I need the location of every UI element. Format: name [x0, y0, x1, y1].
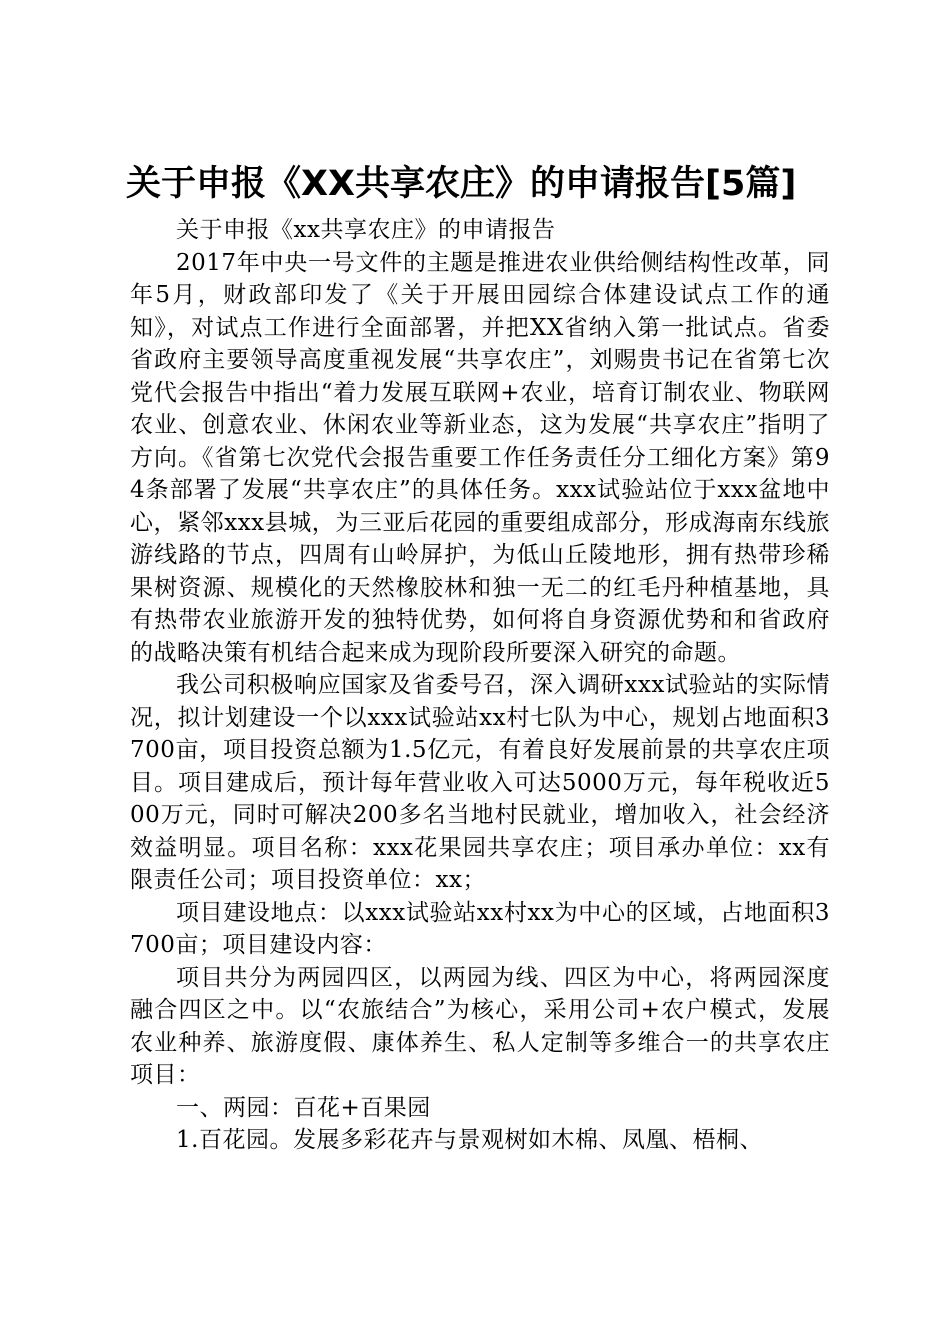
paragraph-structure: 项目共分为两园四区，以两园为线、四区为中心，将两园深度融合四区之中。以“农旅结合”为核心，采用公司+农户模式，发展农业种养、旅游度假、康体养生、私人定制等多维合一的共享农庄项目： — [130, 964, 830, 1088]
paragraph-subtitle: 关于申报《xx共享农庄》的申请报告 — [176, 217, 556, 243]
paragraph-location: 项目建设地点：以xxx试验站xx村xx为中心的区域，占地面积3700亩；项目建设内容： — [130, 899, 830, 958]
paragraph-project-plan: 我公司积极响应国家及省委号召，深入调研xxx试验站的实际情况，拟计划建设一个以xxx试验站xx村七队为中心，规划占地面积3700亩，项目投资总额为1.5亿元，有着良好发展前景的共享农庄项目。项目建成后，预计每年营业收入可达5000万元，每年税收近500万元，同时可解决200多名当地村民就业，增加收入，社会经济效益明显。项目名称：xxx花果园共享农庄；项目承办单位：xx有限责任公司；项目投资单位：xx； — [130, 672, 830, 893]
document-page — [126, 160, 830, 1157]
paragraph-section-heading: 一、两园：百花+百果园 — [176, 1094, 431, 1121]
document-title: 关于申报《XX共享农庄》的申请报告[5篇] — [126, 164, 797, 204]
paragraph-flower-garden: 1.百花园。发展多彩花卉与景观树如木棉、凤凰、梧桐、 — [176, 1127, 763, 1153]
paragraph-background: 2017年中央一号文件的主题是推进农业供给侧结构性改革，同年5月，财政部印发了《关于开展田园综合体建设试点工作的通知》，对试点工作进行全面部署，并把XX省纳入第一批试点。省委省政府主要领导高度重视发展“共享农庄”，刘赐贵书记在省第七次党代会报告中指出“着力发展互联网+农业，培育订制农业、物联网农业、创意农业、休闲农业等新业态，这为发展“共享农庄”指明了方向。《省第七次党代会报告重要工作任务责任分工细化方案》第94条部署了发展“共享农庄”的具体任务。xxx试验站位于xxx盆地中心，紧邻xxx县城，为三亚后花园的重要组成部分，形成海南东线旅游线路的节点，四周有山岭屏护，为低山丘陵地形，拥有热带珍稀果树资源、规模化的天然橡胶林和独一无二的红毛丹种植基地，具有热带农业旅游开发的独特优势，如何将自身资源优势和和省政府的战略决策有机结合起来成为现阶段所要深入研究的命题。 — [130, 249, 830, 666]
